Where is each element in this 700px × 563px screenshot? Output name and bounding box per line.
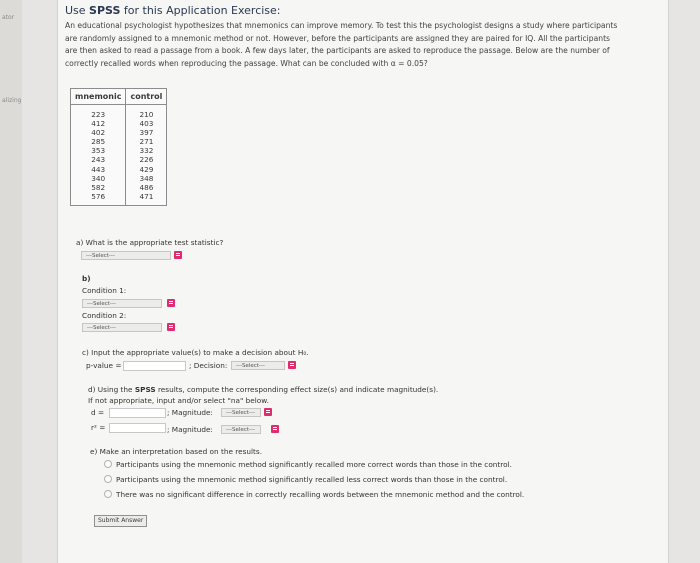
column-header-control: control	[126, 89, 167, 105]
p-value-label: p-value =	[86, 361, 122, 370]
dropdown-arrow-icon[interactable]	[174, 251, 182, 259]
table-row: 582 486	[71, 183, 167, 192]
d-magnitude-select[interactable]: ---Select---	[221, 408, 261, 417]
exercise-title: Use SPSS for this Application Exercise:	[65, 4, 281, 17]
table-row: 243 226	[71, 155, 167, 164]
dropdown-arrow-icon[interactable]	[264, 408, 272, 416]
question-panel	[57, 0, 669, 563]
interpretation-option-3-radio[interactable]	[104, 490, 112, 498]
p-value-input[interactable]	[123, 361, 186, 371]
data-table	[70, 88, 167, 206]
sidebar-fragment-middle: alizing	[2, 97, 22, 104]
d-input[interactable]	[109, 408, 166, 418]
d-label: d =	[91, 408, 105, 417]
submit-answer-button[interactable]: Submit Answer	[94, 515, 147, 527]
condition-2-label: Condition 2:	[82, 311, 127, 320]
interpretation-option-1-label[interactable]: Participants using the mnemonic method significantly recalled more correct words than those in the control.	[116, 460, 512, 469]
dropdown-arrow-icon[interactable]	[167, 299, 175, 307]
description-line: are then asked to read a passage from a book. A few days later, the participants are asked to reproduce the passage. Below are the number of	[65, 46, 610, 55]
part-c-question: c) Input the appropriate value(s) to make a decision about H₀.	[82, 348, 309, 357]
r2-magnitude-select[interactable]: ---Select---	[221, 425, 261, 434]
table-row: 340 348	[71, 174, 167, 183]
left-sidebar-strip	[0, 0, 22, 563]
part-e-question: e) Make an interpretation based on the results.	[90, 447, 263, 456]
interpretation-option-1-radio[interactable]	[104, 460, 112, 468]
decision-label: ; Decision:	[189, 361, 228, 370]
table-row: 443 429	[71, 165, 167, 174]
table-row: 402 397	[71, 128, 167, 137]
problem-description	[65, 20, 661, 70]
sidebar-fragment-top: ator	[2, 14, 15, 21]
dropdown-arrow-icon[interactable]	[167, 323, 175, 331]
table-row: 353 332	[71, 146, 167, 155]
column-header-mnemonic: mnemonic	[71, 89, 126, 105]
table-row: 412 403	[71, 119, 167, 128]
d-magnitude-label: ; Magnitude:	[167, 408, 213, 417]
interpretation-option-2-radio[interactable]	[104, 475, 112, 483]
description-line: An educational psychologist hypothesizes that mnemonics can improve memory. To test this the psychologist designs a study where participants	[65, 21, 618, 30]
r2-magnitude-label: ; Magnitude:	[167, 425, 213, 434]
r2-input[interactable]	[109, 423, 166, 433]
part-d-question: d) Using the SPSS results, compute the corresponding effect size(s) and indicate magnitude(s).	[88, 385, 439, 394]
r2-label: r² =	[91, 423, 106, 432]
decision-select[interactable]: ---Select---	[231, 361, 285, 370]
condition-2-select[interactable]: ---Select---	[82, 323, 162, 332]
description-line: correctly recalled words when reproducing the passage. What can be concluded with α = 0.05?	[65, 58, 428, 68]
table-row: 223 210	[71, 105, 167, 120]
condition-1-label: Condition 1:	[82, 286, 127, 295]
condition-1-select[interactable]: ---Select---	[82, 299, 162, 308]
dropdown-arrow-icon[interactable]	[288, 361, 296, 369]
description-line: are randomly assigned to a mnemonic method or not. However, before the participants are assigned they are paired for IQ. All the participants	[65, 33, 610, 43]
table-row: 285 271	[71, 137, 167, 146]
interpretation-option-2-label[interactable]: Participants using the mnemonic method significantly recalled less correct words than those in the control.	[116, 475, 508, 484]
part-d-instruction: If not appropriate, input and/or select "na" below.	[88, 396, 269, 405]
part-a-question: a) What is the appropriate test statistic?	[76, 238, 224, 247]
interpretation-option-3-label[interactable]: There was no significant difference in correctly recalling words between the mnemonic method and the control.	[116, 490, 525, 499]
dropdown-arrow-icon[interactable]	[271, 425, 279, 433]
part-b-label: b)	[82, 274, 91, 283]
test-statistic-select[interactable]: ---Select---	[81, 251, 171, 260]
table-row: 576 471	[71, 192, 167, 206]
